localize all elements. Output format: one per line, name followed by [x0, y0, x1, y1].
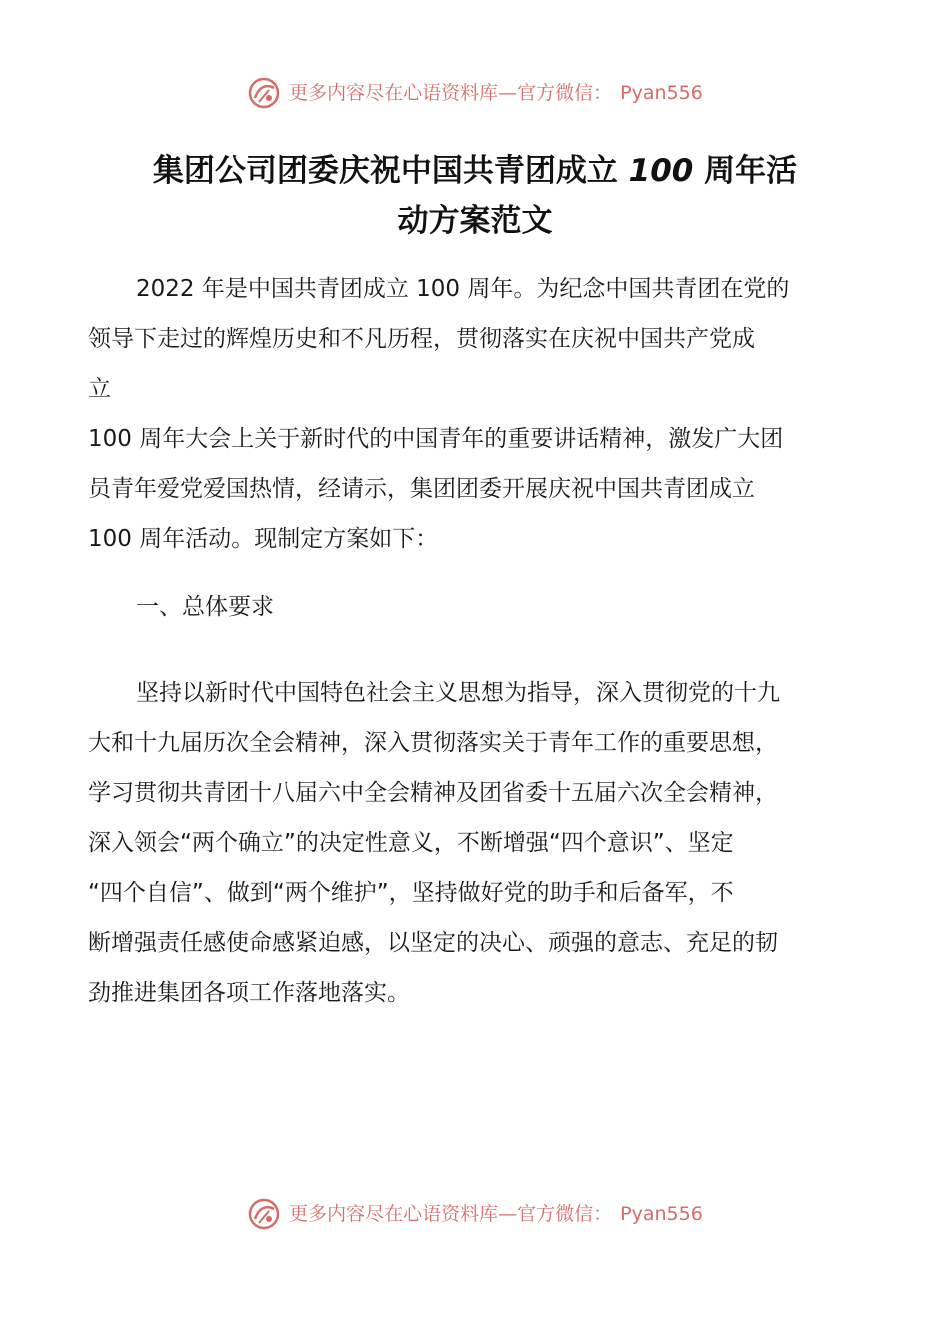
watermark-footer [0, 1197, 950, 1231]
section-1-line: 断增强责任感使命感紧迫感，以坚定的决心、顽强的意志、充足的韧 [88, 930, 778, 956]
title-number: 100 [628, 153, 694, 189]
section-1-paragraph-cont [88, 718, 864, 1018]
seal-logo-icon [247, 1197, 281, 1231]
section-1-paragraph [88, 668, 864, 718]
intro-line: 100 周年大会上关于新时代的中国青年的重要讲话精神，激发广大团 [88, 426, 784, 452]
watermark-wechat-id: Pyan556 [620, 82, 703, 104]
intro-line: 立 [88, 376, 111, 402]
section-1-line: 深入领会“两个确立”的决定性意义，不断增强“四个意识”、坚定 [88, 830, 734, 856]
watermark-text: 更多内容尽在心语资料库—官方微信： [289, 1203, 613, 1225]
section-1-line: “四个自信”、做到“两个维护”，坚持做好党的助手和后备军，不 [88, 880, 734, 906]
intro-line: 100 周年活动。现制定方案如下： [88, 526, 439, 552]
watermark-header [0, 76, 950, 110]
intro-paragraph-cont [88, 314, 864, 564]
section-1-line: 学习贯彻共青团十八届六中全会精神及团省委十五届六次全会精神， [88, 780, 778, 806]
intro-line: 员青年爱党爱国热情，经请示，集团团委开展庆祝中国共青团成立 [88, 476, 755, 502]
title-text-b: 周年活 [693, 153, 798, 189]
seal-logo-icon [247, 76, 281, 110]
intro-paragraph [88, 264, 864, 314]
section-1-line: 大和十九届历次全会精神，深入贯彻落实关于青年工作的重要思想， [88, 730, 778, 756]
document-title [88, 146, 862, 246]
watermark-wechat-id: Pyan556 [620, 1203, 703, 1225]
watermark-text: 更多内容尽在心语资料库—官方微信： [289, 82, 613, 104]
document-body [88, 264, 864, 1018]
intro-line: 2022 年是中国共青团成立 100 周年。为纪念中国共青团在党的 [136, 276, 790, 302]
title-line-2: 动方案范文 [397, 203, 553, 239]
section-1-line: 坚持以新时代中国特色社会主义思想为指导，深入贯彻党的十九 [136, 680, 780, 706]
section-heading-1: 一、总体要求 [136, 594, 274, 620]
intro-line: 领导下走过的辉煌历史和不凡历程，贯彻落实在庆祝中国共产党成 [88, 326, 755, 352]
title-line-1 [88, 146, 862, 196]
title-text-a: 集团公司团委庆祝中国共青团成立 [152, 153, 618, 189]
section-1-line: 劲推进集团各项工作落地落实。 [88, 980, 410, 1006]
